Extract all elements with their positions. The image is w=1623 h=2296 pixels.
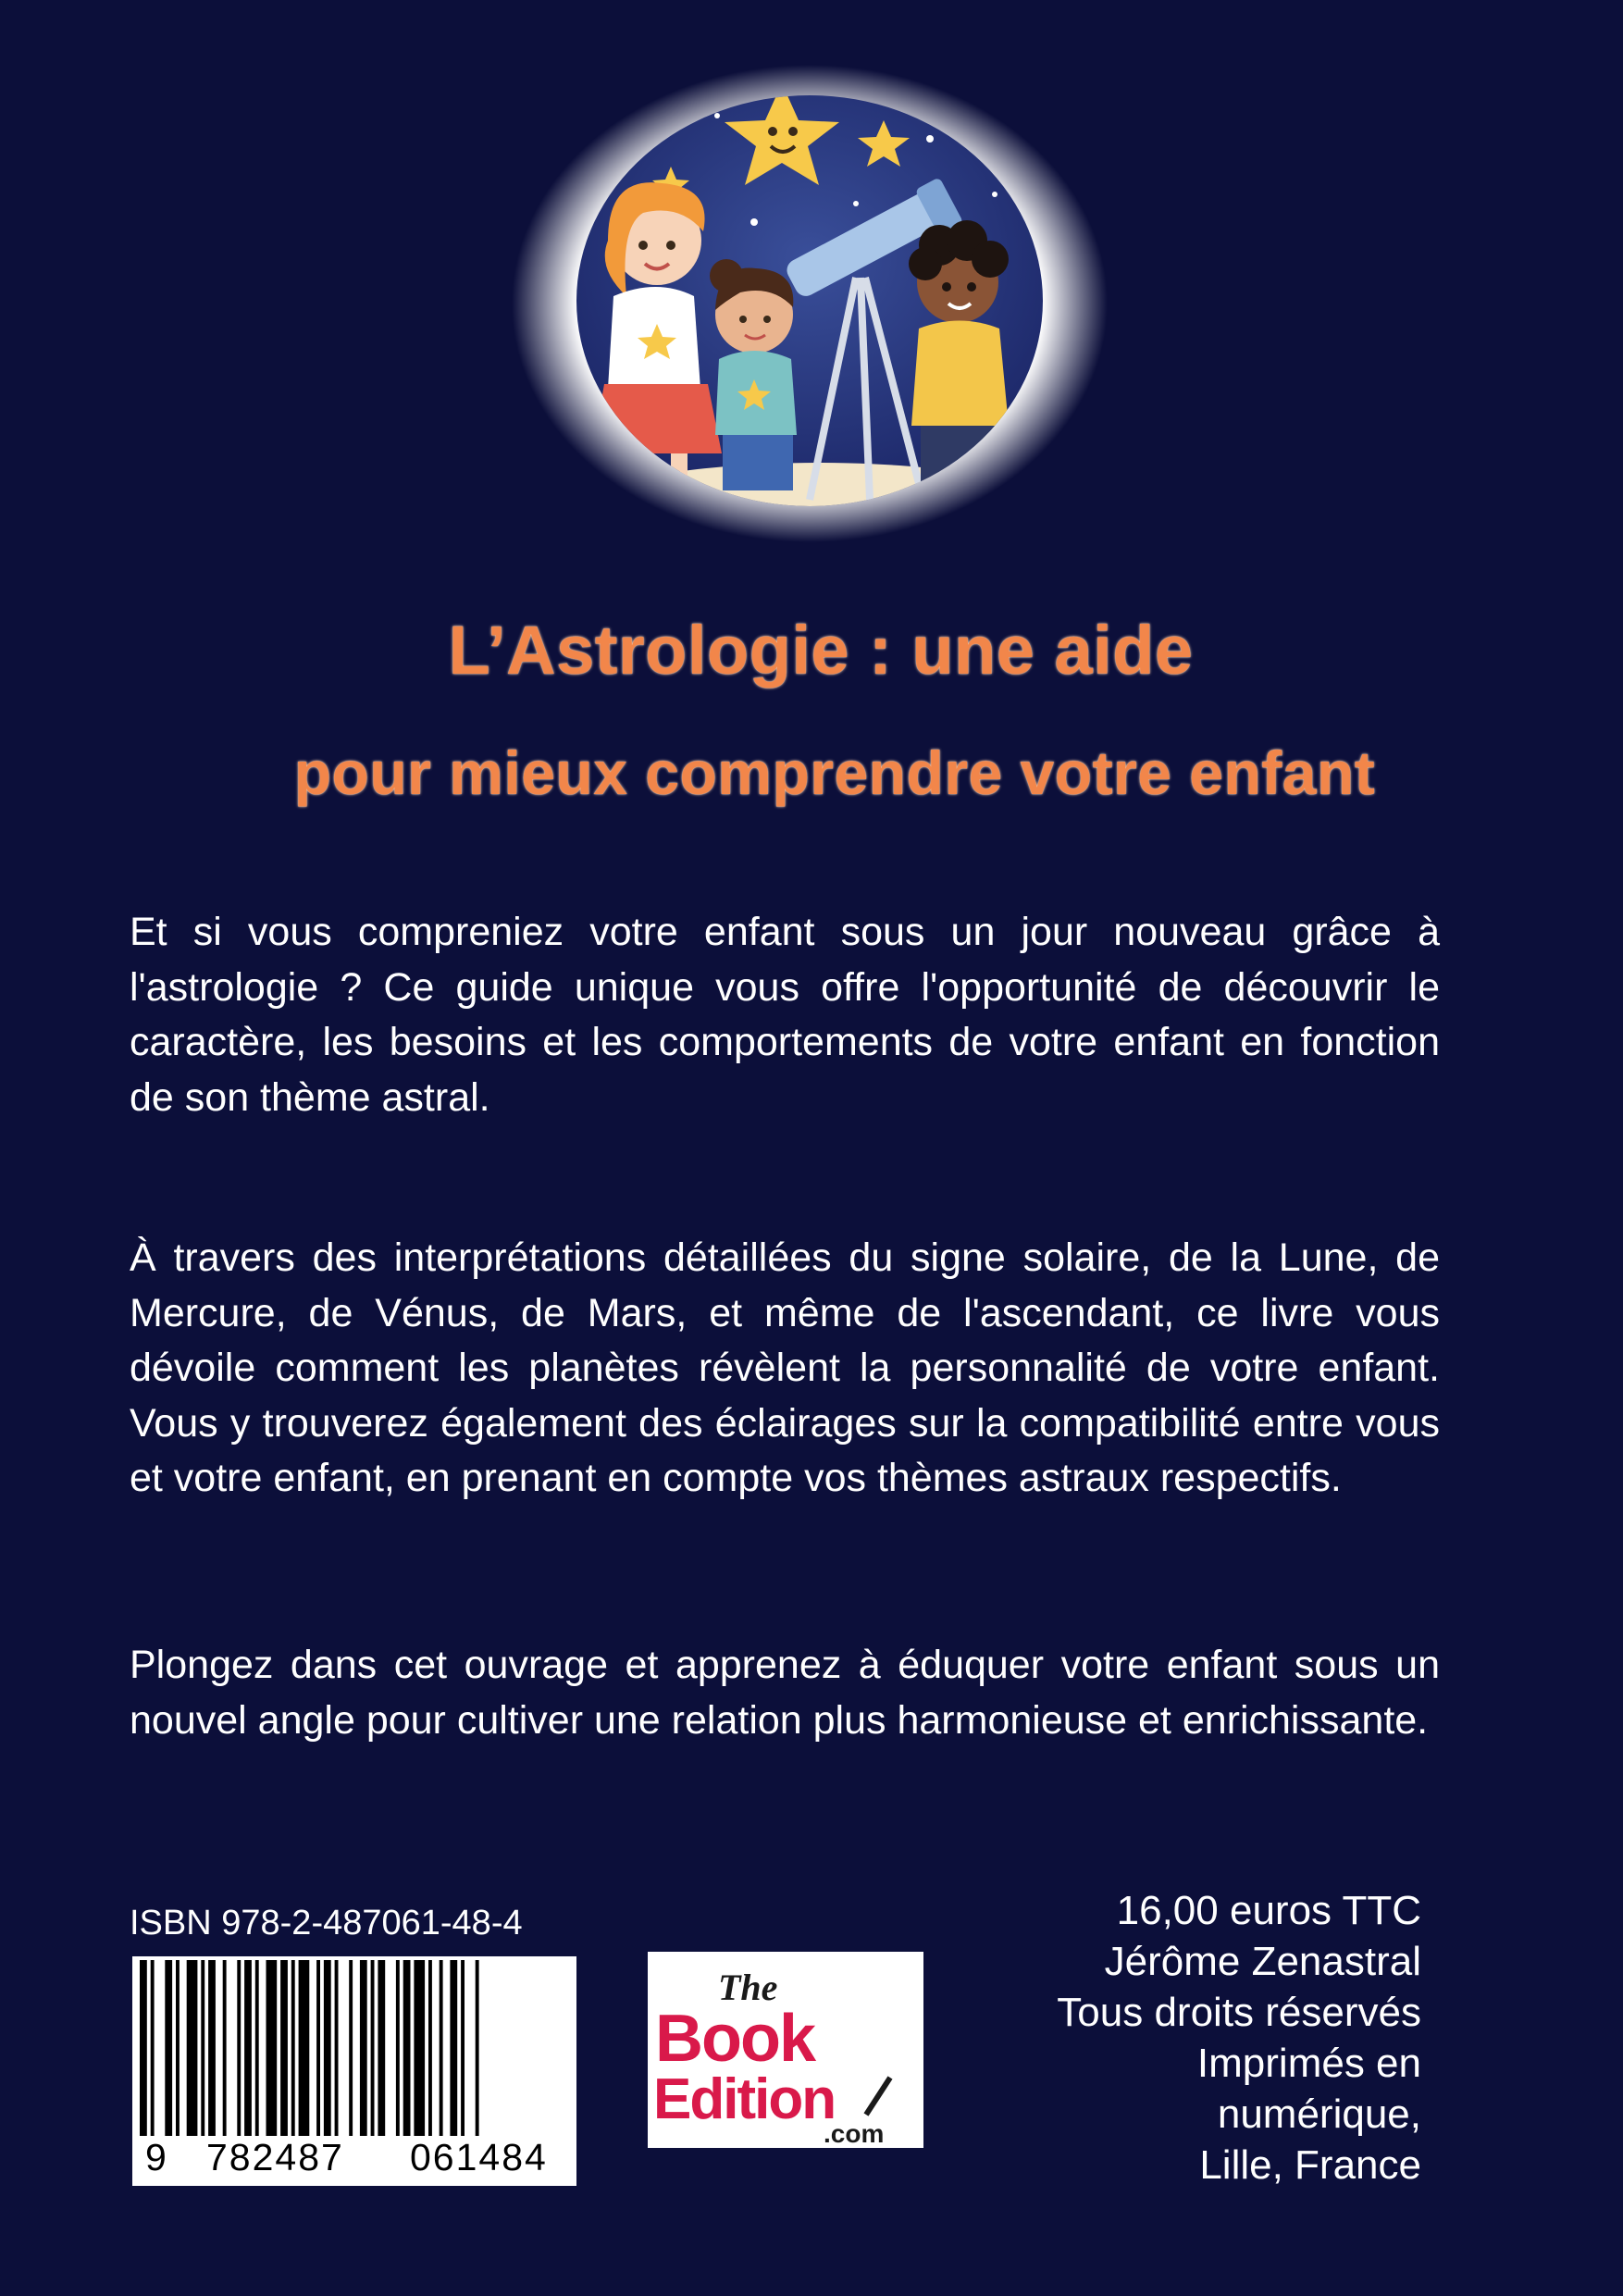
barcode-bar [403,1960,411,2136]
logo-the-text: The [718,1967,778,2008]
barcode-bar [151,1960,155,2136]
barcode-bar [396,1960,400,2136]
printed-line-2: numérique, [1217,2091,1421,2137]
barcode-bars [132,1960,576,2136]
barcode-bar [140,1960,147,2136]
barcode-bar [349,1960,353,2136]
barcode-digits [132,2134,576,2180]
printed-line-1: Imprimés en [1196,2041,1421,2086]
barcode-bar [324,1960,331,2136]
barcode-bar [299,1960,310,2136]
barcode-bar [201,1960,204,2136]
barcode-bar [280,1960,288,2136]
price-text: 16,00 euros TTC [1116,1888,1421,1933]
publisher-logo [648,1952,923,2148]
barcode-bar [237,1960,241,2136]
barcode-bar [371,1960,375,2136]
barcode-bar [208,1960,216,2136]
barcode-bar [255,1960,259,2136]
barcode-bar [291,1960,295,2136]
barcode-bar [266,1960,278,2136]
barcode-bar [165,1960,172,2136]
barcode-bar [187,1960,198,2136]
description-paragraph-2: À travers des interprétations détaillées du signe solaire, de la Lune, de Mercure, de Vénus, de Mars, et même de l'ascendant, ce livre vous dévoile comment les planètes révèlent la personnalité de votre enfant. Vous y trouverez également des éclairages sur la compatibilité entre vous et votre enfant, en prenant en compte vos thèmes astraux respectifs. [130,1235,1440,1500]
title-line-2: pour mieux comprendre votre enfant [293,738,1376,807]
barcode-bar [316,1960,320,2136]
barcode-bar [244,1960,252,2136]
barcode-bar [335,1960,339,2136]
barcode-bar [476,1960,479,2136]
book-info [925,1885,1421,2191]
isbn-barcode [132,1956,576,2186]
description-paragraph-3: Plongez dans cet ouvrage et apprenez à éduquer votre enfant sous un nouvel angle pour cultiver une relation plus harmonieuse et enrichissante. [130,1643,1440,1743]
location-text: Lille, France [1199,2142,1421,2188]
logo-edition-text: Edition [653,2067,836,2131]
barcode-bar [414,1960,425,2136]
isbn-label: ISBN 978-2-487061-48-4 [130,1904,523,1942]
author-text: Jérôme Zenastral [1104,1939,1421,1984]
barcode-left-digits: 782487 [206,2136,344,2178]
title-line-1: L’Astrologie : une aide [448,612,1194,689]
barcode-bar [450,1960,457,2136]
barcode-lead-digit: 9 [145,2136,167,2178]
barcode-bar [440,1960,443,2136]
barcode-bar [360,1960,367,2136]
logo-book-text: Book [655,2002,814,2076]
children-stargazing-illustration [504,65,1115,546]
barcode-bar [461,1960,465,2136]
barcode-bar [428,1960,432,2136]
rights-text: Tous droits réservés [1057,1990,1421,2035]
barcode-bar [223,1960,227,2136]
barcode-bar [378,1960,385,2136]
logo-domain-text: .com [824,2119,885,2148]
description-paragraph-1: Et si vous compreniez votre enfant sous un jour nouveau grâce à l'astrologie ? Ce guide unique vous offre l'opportunité de découvrir le caractère, les besoins et les comportements de votre enfant en fonction de son thème astral. [130,910,1440,1120]
barcode-bar [176,1960,180,2136]
barcode-right-digits: 061484 [410,2136,548,2178]
